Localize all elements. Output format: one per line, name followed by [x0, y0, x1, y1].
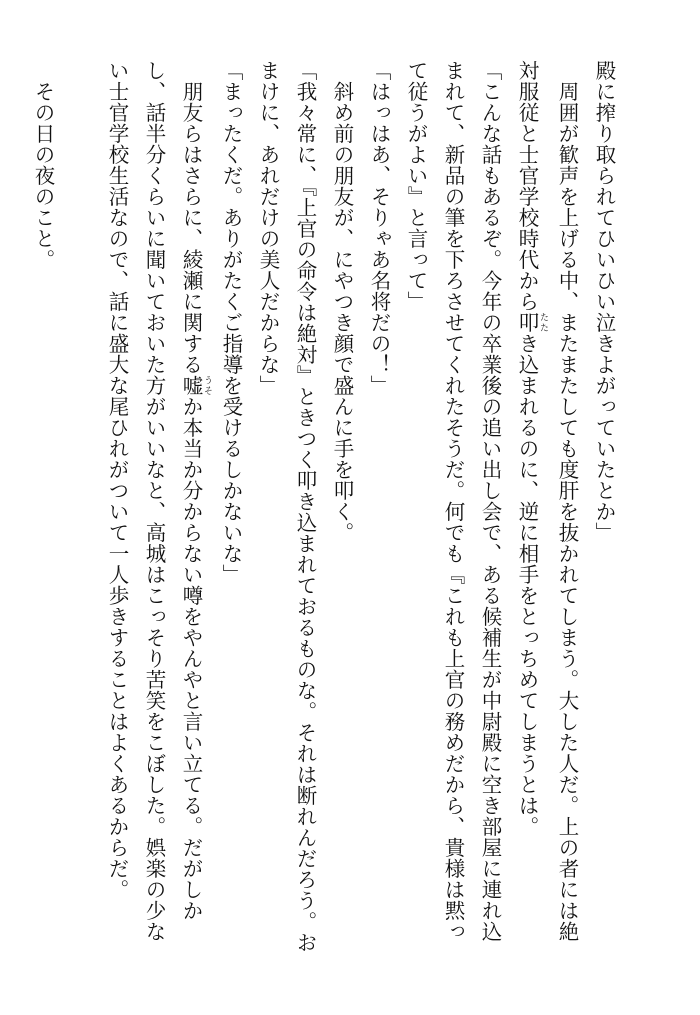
text-line-12-end: か本当か分からない噂をやんやと言い立てる。だがしか: [179, 396, 203, 921]
text-line-6: て従うがよい』と言って」: [404, 60, 428, 312]
text-line-15: その日の夜のこと。: [31, 60, 55, 270]
text-line-10: まけに、あれだけの美人だからな」: [256, 60, 280, 396]
text-line-12-start: 朋友らはさらに、綾瀬に関する: [179, 60, 203, 375]
text-line-5: まれて、新品の筆を下ろさせてくれたそうだ。何でも『これも上官の務めだから、貴様は黙っ: [441, 60, 465, 942]
text-line-11: 「まったくだ。ありがたくご指導を受けるしかないな」: [219, 60, 243, 585]
ruby-uso-base: 嘘: [179, 375, 203, 396]
text-line-8: 斜め前の朋友が、にやつき顔で盛んに手を叩く。: [330, 60, 354, 543]
text-line-7: 「はっはあ、そりゃあ名将だの！」: [367, 60, 391, 396]
ruby-uso-reading: うそ: [202, 375, 212, 396]
text-line-1: 殿に搾り取られてひいひい泣きよがっていたとか」: [592, 60, 616, 543]
ruby-tataki: [515, 312, 548, 333]
scene-break: [61, 60, 98, 960]
text-line-13: し、話半分くらいに聞いておいた方がいいなと、高城はこっそり苦笑をこぼした。娯楽の少な: [142, 60, 166, 942]
text-line-9: 「我々常に、『上官の命令は絶対』ときつく叩き込まれておるものな。それは断れんだろう。お: [293, 60, 317, 953]
text-line-3: [508, 60, 548, 960]
ruby-tataki-reading: たた: [538, 312, 548, 333]
text-line-4: 「こんな話もあるぞ。今年の卒業後の追い出し会で、ある候補生が中尉殿に空き部屋に連れ込: [478, 60, 502, 942]
text-line-3-end: き込まれるのに、逆に相手をとっちめてしまうとは。: [515, 333, 539, 837]
vertical-text-body: [24, 60, 622, 960]
text-line-2: 周囲が歓声を上げる中、またまたしても度肝を抜かれてしまう。大した人だ。上の者には絶: [555, 60, 579, 942]
text-line-3-start: 対服従と士官学校時代から: [515, 60, 539, 312]
text-line-12: [172, 60, 212, 960]
ruby-tataki-base: 叩: [515, 312, 539, 333]
text-line-14: い士官学校生活なので、話に盛大な尾ひれがついて一人歩きすることはよくあるからだ。: [105, 60, 129, 900]
ruby-uso: [179, 375, 212, 396]
